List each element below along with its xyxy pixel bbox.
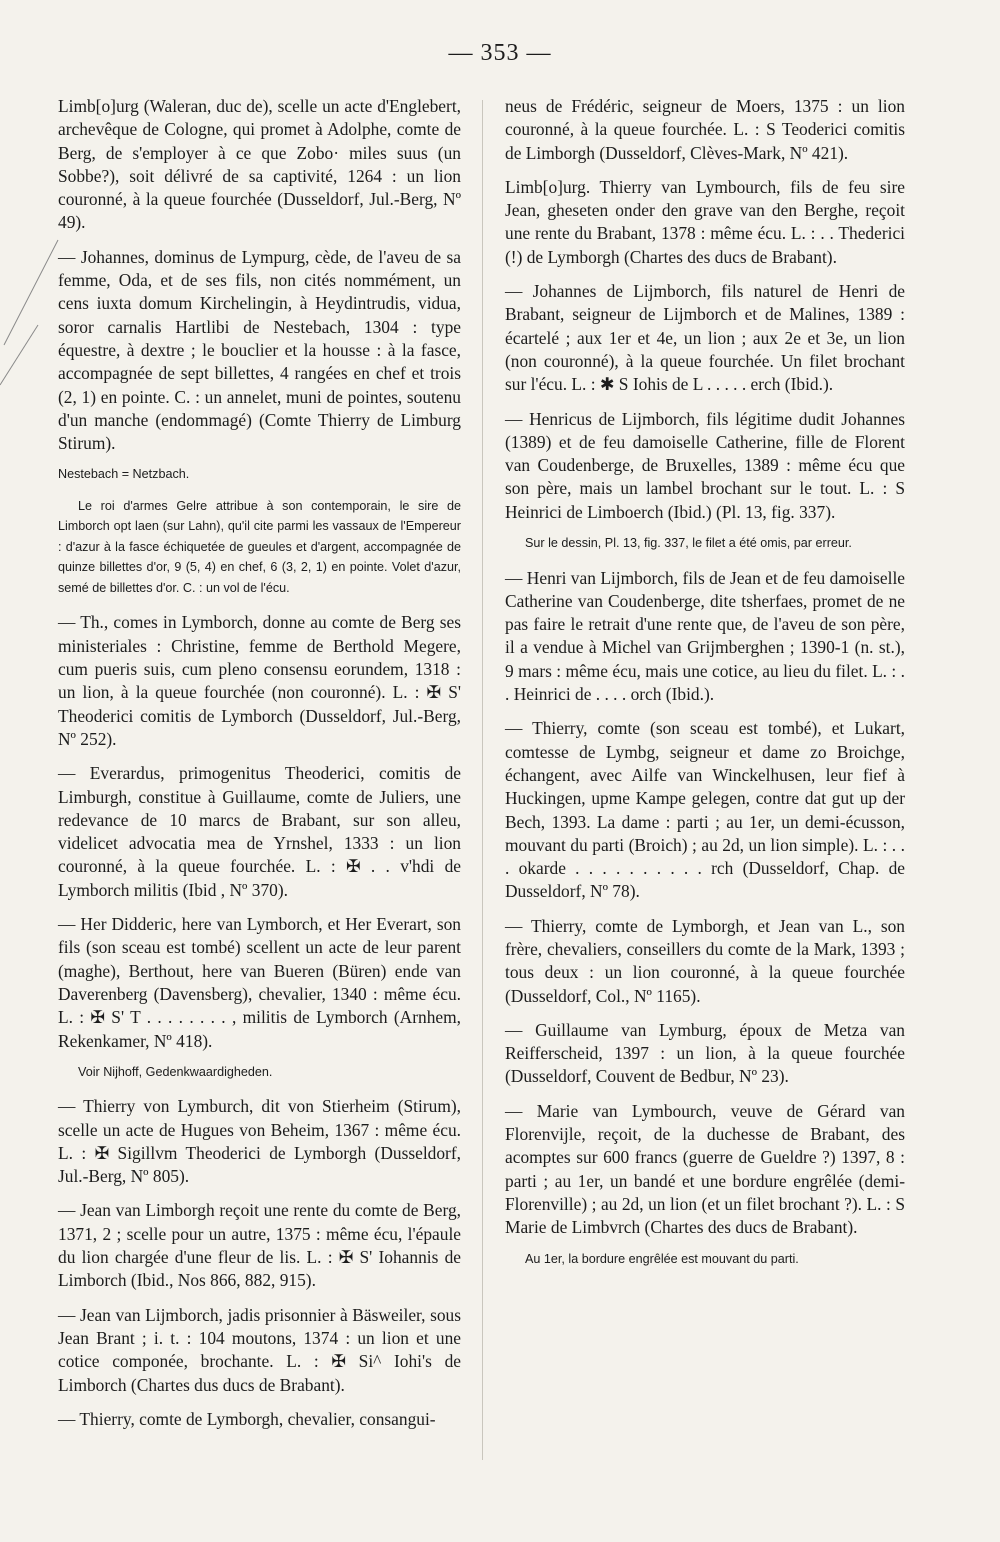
footnote: Le roi d'armes Gelre attribue à son contemporain, le sire de Limborch opt laen (sur Lahn), qu'il cite parmi les vassaux de l'Empereur : d'azur à la fasce échiquetée de gueules et d'argent, accompagnée de quinze billettes d'or, 9 (5, 4) en chef, 6 (3, 2, 1) en pointe. Volet d'azur, semé de billettes d'or. C. : un vol de l'écu. xyxy=(58,498,461,595)
document-entry: — Johannes, dominus de Lympurg, cède, de l'aveu de sa femme, Oda, et de ses fils, non cités nommément, un cens iuxta domum Kirchelingin, à Heydintrudis, vidua, soror carnalis Hartlibi de Nestebach, 1304 : type équestre, à dextre ; le bouclier et la housse : à la fasce, accompagnée de sept billettes, 4 rangées en chef et trois (2, 1) en pointe. C. : un annelet, muni de pointes, soutenu d'un manche (endommagé) (Comte Thierry de Limburg Stirum). xyxy=(58,246,461,454)
document-entry: — Her Didderic, here van Lymborch, et Her Everart, son fils (son sceau est tombé) scellent un acte de leur parent (maghe), Berthout, here van Bueren (Büren) ende van Daverenberg (Davensberg), chevalier, 1340 : même écu. L. : ✠ S' T . . . . . . . . , militis de Lymborch (Arnhem, Rekenkamer, Nº 418). xyxy=(58,914,461,1051)
document-entry: — Thierry, comte (son sceau est tombé), et Lukart, comtesse de Lymbg, seigneur et dame zo Broichge, échangent, avec Ailfe van Winckelhusen, leur fief à Huckingen, upme Kampe gelegen, contre dat gut up der Bech, 1393. La dame : parti ; au 1er, un demi-écusson, mouvant du parti (Broich) ; au 2d, un lion simple). L. : . . . okarde . . . . . . . . . . rch (Dusseldorf, Chap. de Dusseldorf, Nº 78). xyxy=(505,718,905,902)
document-entry: — Everardus, primogenitus Theoderici, comitis de Limburgh, constitue à Guillaume, comte de Juliers, une redevance de 10 marcs de Brabant, sur son alleu, videlicet advocatia mea de Yrnshel, 1333 : un lion couronné, à la queue fourchée. L. : ✠ . . v'hdi de Lymborch militis (Ibid , Nº 370). xyxy=(58,763,461,900)
document-entry: — Jean van Lijmborch, jadis prisonnier à Bäsweiler, sous Jean Brant ; i. t. : 104 moutons, 1374 : un lion et une cotice componée, brochante. L. : ✠ Si^ Iohi's de Limborch (Chartes dus ducs de Brabant). xyxy=(58,1304,461,1395)
margin-pencil-mark xyxy=(0,0,60,400)
document-entry: — Thierry, comte de Lymborgh, chevalier, consangui- xyxy=(58,1408,436,1429)
page-number: — 353 — xyxy=(448,40,552,66)
document-entry: neus de Frédéric, seigneur de Moers, 1375 : un lion couronné, à la queue fourchée. L. : S Teoderici comitis de Limborgh (Dusseldorf, Clèves-Mark, Nº 421). xyxy=(505,96,905,163)
footnote: Au 1er, la bordure engrêlée est mouvant du parti. xyxy=(525,1251,799,1266)
document-entry: — Henri van Lijmborch, fils de Jean et de feu damoiselle Catherine van Coudenberge, dite tsherfaes, promet de ne pas faire le retrait d'une rente que, de l'aveu de son père, il a vendue à Michel van Grijmberghen ; 1390-1 (n. st.), 9 mars : même écu, mais une cotice, au lieu du filet. L. : . . Heinrici de . . . . orch (Ibid.). xyxy=(505,567,905,705)
document-entry: — Thierry, comte de Lymborgh, et Jean van L., son frère, chevaliers, conseillers du comte de la Mark, 1393 ; tous deux : un lion couronné, à la queue fourchée (Dusseldorf, Col., Nº 1165). xyxy=(505,915,905,1006)
column-divider xyxy=(482,100,483,1460)
right-column xyxy=(505,95,905,1282)
document-entry: Limb[o]urg. Thierry van Lymbourch, fils de feu sire Jean, gheseten onder den grave van den Berghe, reçoit une rente du Brabant, 1378 : même écu. L. : . . Thederici (!) de Lymborgh (Chartes des ducs de Brabant). xyxy=(505,176,905,267)
document-entry: — Henricus de Lijmborch, fils légitime dudit Johannes (1389) et de feu damoiselle Catherine, fille de Florent van Coudenberge, de Bruxelles, 1389 : même écu que son père, mais un lambel brochant sur le tout. L. : S Heinrici de Limboerch (Ibid.) (Pl. 13, fig. 337). xyxy=(505,408,905,522)
document-entry: — Johannes de Lijmborch, fils naturel de Henri de Brabant, seigneur de Lijmborch et de Malines, 1389 : écartelé ; aux 1er et 4e, un lion ; aux 2e et 3e, un lion (non couronné), à la queue fourchée. Un filet brochant sur l'écu. L. : ✱ S Iohis de L . . . . . erch (Ibid.). xyxy=(505,281,905,395)
document-entry: — Guillaume van Lymburg, époux de Metza van Reifferscheid, 1397 : un lion, à la queue fourchée (Dusseldorf, Couvent de Bedbur, Nº 23). xyxy=(505,1019,905,1087)
footnote: Nestebach = Netzbach. xyxy=(58,467,190,482)
footnote: Sur le dessin, Pl. 13, fig. 337, le filet a été omis, par erreur. xyxy=(525,536,852,551)
document-entry: — Thierry von Lymburch, dit von Stierheim (Stirum), scelle un acte de Hugues von Beheim, 1367 : même écu. L. : ✠ Sigillvm Theoderici de Lymborgh (Dusseldorf, Jul.-Berg, Nº 805). xyxy=(58,1096,461,1187)
document-entry: — Th., comes in Lymborch, donne au comte de Berg ses ministeriales : Christine, femme de Berthold Megere, cum pueris suis, cum pleno consensu eorundem, 1318 : un lion, à la queue fourchée (non couronné). L. : ✠ S' Theoderici comitis de Lymborch (Dusseldorf, Jul.-Berg, Nº 252). xyxy=(58,612,461,749)
footnote: Voir Nijhoff, Gedenkwaardigheden. xyxy=(78,1064,273,1079)
document-entry: — Marie van Lymbourch, veuve de Gérard van Florenvijle, reçoit, de la duchesse de Brabant, des acomptes sur 600 francs (guerre de Gueldre ?) 1397, 8 : parti ; au 1er, un bandé et une bordure engrêlée (demi-Florenville) ; au 2d, un lion (et un filet brochant ?). L. : S Marie de Limbvrch (Chartes des ducs de Brabant). xyxy=(505,1100,905,1238)
document-entry: — Jean van Limborgh reçoit une rente du comte de Berg, 1371, 2 ; scelle pour un autre, 1375 : même écu, l'épaule du lion chargée d'une fleur de lis. L. : ✠ S' Iohannis de Limborch (Ibid., Nos 866, 882, 915). xyxy=(58,1200,461,1291)
document-entry: Limb[o]urg (Waleran, duc de), scelle un acte d'Englebert, archevêque de Cologne, qui promet à Adolphe, comte de Berg, de s'employer à ce que Zobo· miles suus (un Sobbe?), soit délivré de sa captivité, 1264 : un lion couronné, à la queue fourchée (Dusseldorf, Jul.-Berg, Nº 49). xyxy=(58,96,461,233)
left-column xyxy=(58,95,461,1442)
